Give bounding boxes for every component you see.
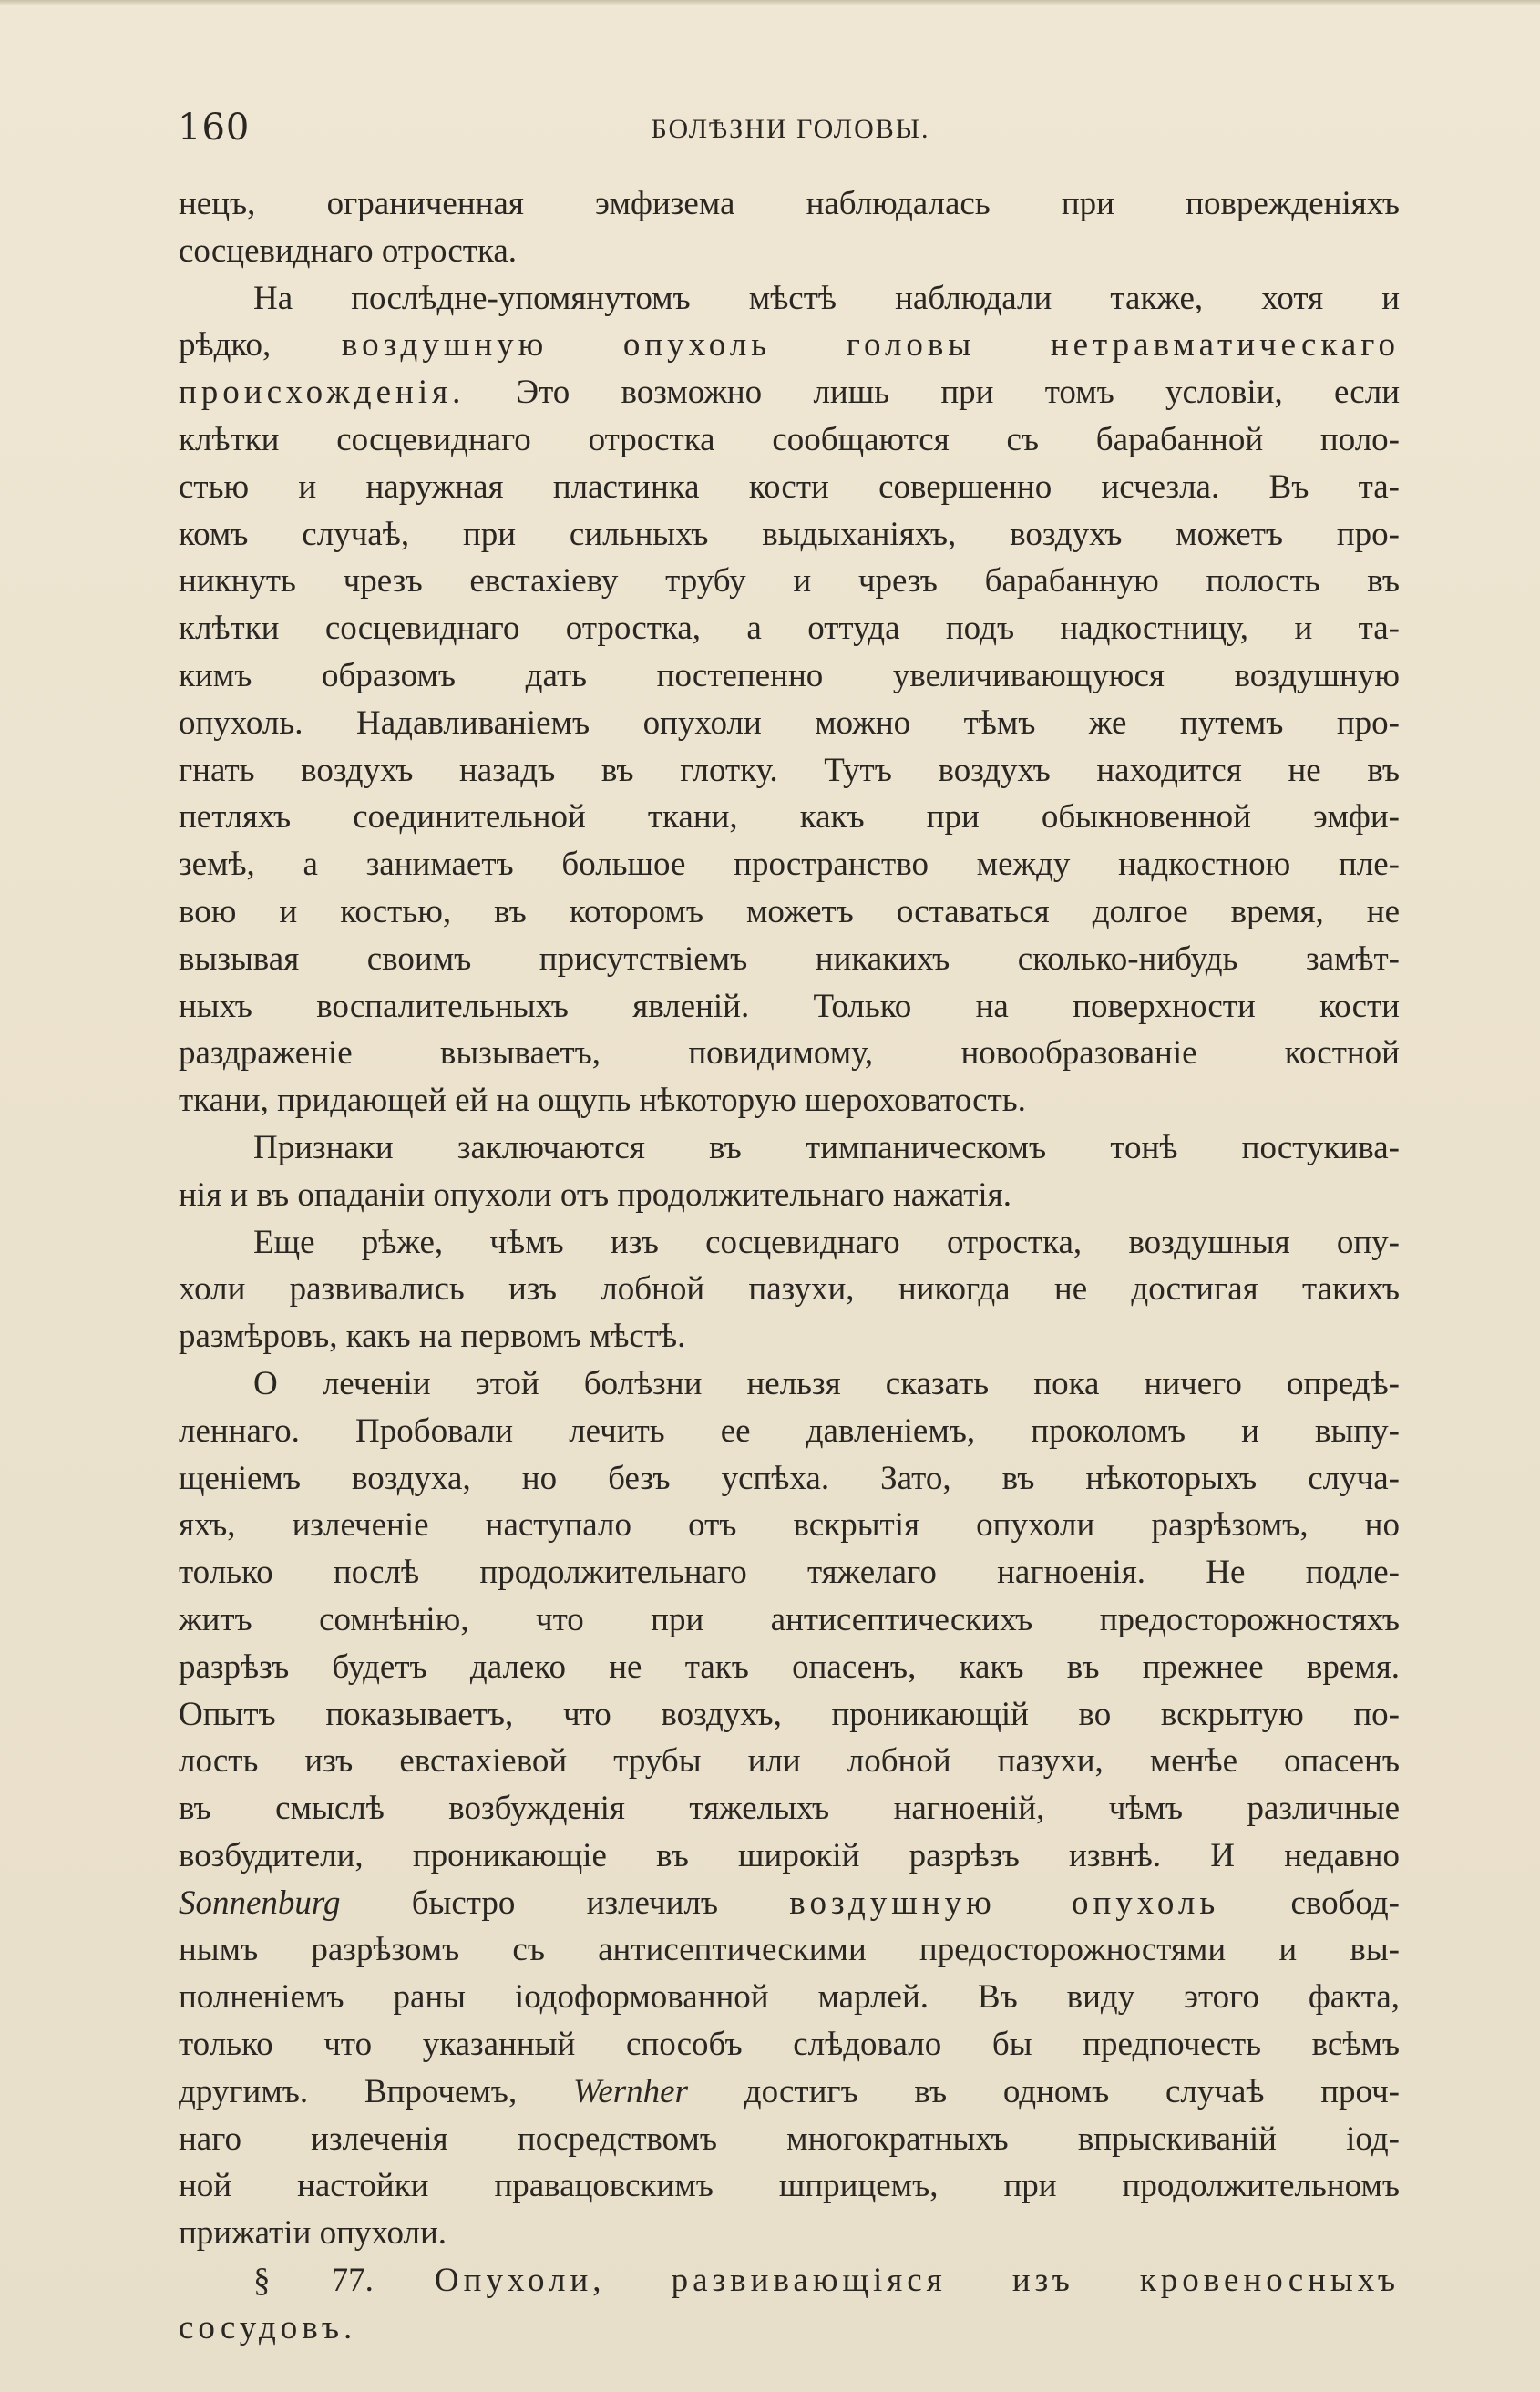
text-line [179, 2257, 1400, 2305]
text-segment: Это возможно лишь при томъ условіи, если [465, 374, 1400, 412]
text-line: О леченіи этой болѣзни нельзя сказать пока ничего опредѣ- [253, 1364, 1400, 1402]
running-title: БОЛѢЗНИ ГОЛОВЫ. [651, 114, 930, 144]
text-line: разрѣзъ будетъ далеко не такъ опасенъ, какъ въ прежнее время. [179, 1648, 1400, 1686]
text-line: сосцевиднаго отростка. [179, 231, 518, 270]
text-line: На послѣдне-упомянутомъ мѣстѣ наблюдали также, хотя и [253, 279, 1400, 317]
text-line [179, 322, 1400, 369]
text-line: наго излеченія посредствомъ многократныхъ впрыскиваній іод- [179, 2120, 1400, 2158]
text-line: яхъ, излеченіе наступало отъ вскрытія опухоли разрѣзомъ, но [179, 1506, 1400, 1545]
text-segment: быстро излечилъ [340, 1884, 790, 1922]
text-line: гнать воздухъ назадъ въ глотку. Тутъ воздухъ находится не въ [179, 751, 1400, 789]
text-line: ной настойки правацовскимъ шприцемъ, при продолжительномъ [179, 2167, 1400, 2205]
text-line: комъ случаѣ, при сильныхъ выдыханіяхъ, воздухъ можетъ про- [179, 515, 1400, 553]
text-line: только послѣ продолжительнаго тяжелаго нагноенія. Не подле- [179, 1554, 1400, 1592]
author-name: Wernher [572, 2072, 689, 2110]
text-segment: достигъ въ одномъ случаѣ проч- [688, 2072, 1400, 2110]
text-line: нецъ, ограниченная эмфизема наблюдалась при поврежденіяхъ [179, 185, 1400, 222]
text-line [179, 369, 1400, 416]
text-line [179, 2069, 1400, 2116]
author-name: Sonnenburg [179, 1884, 341, 1922]
text-line: никнуть чрезъ евстахіеву трубу и чрезъ барабанную полость въ [179, 562, 1400, 601]
text-line [179, 1880, 1400, 1927]
text-line: щеніемъ воздуха, но безъ успѣха. Зато, въ нѣкоторыхъ случа- [179, 1459, 1400, 1497]
spaced-emphasis: воздушную опухоль [789, 1884, 1220, 1922]
text-line: только что указанный способъ слѣдовало бы предпочесть всѣмъ [179, 2026, 1400, 2064]
text-segment: другимъ. Впрочемъ, [179, 2072, 573, 2110]
text-line: ткани, придающей ей на ощупь нѣкоторую шероховатость. [179, 1082, 1026, 1120]
text-line: кимъ образомъ дать постепенно увеличивающуюся воздушную [179, 656, 1400, 694]
text-line: Опытъ показываетъ, что воздухъ, проникающій во вскрытую по- [179, 1695, 1400, 1733]
text-line: нымъ разрѣзомъ съ антисептическими предосторожностями и вы- [179, 1931, 1400, 1969]
text-line: холи развивались изъ лобной пазухи, никогда не достигая такихъ [179, 1270, 1400, 1309]
text-line: лость изъ евстахіевой трубы или лобной пазухи, менѣе опасенъ [179, 1742, 1400, 1781]
text-segment: свобод- [1219, 1884, 1400, 1922]
text-line: въ смыслѣ возбужденія тяжелыхъ нагноеній, чѣмъ различные [179, 1790, 1400, 1828]
page-edge-shadow [0, 0, 1540, 5]
running-header [178, 102, 1403, 157]
text-line: ныхъ воспалительныхъ явленій. Только на поверхности кости [179, 987, 1400, 1025]
text-line: стью и наружная пластинка кости совершенно исчезла. Въ та- [179, 467, 1400, 506]
spaced-emphasis: сосудовъ. [179, 2308, 357, 2346]
text-line: раздраженіе вызываетъ, повидимому, новообразованіе костной [179, 1034, 1400, 1073]
text-line: нія и въ опаданіи опухоли отъ продолжительнаго нажатія. [179, 1175, 1011, 1214]
text-line: клѣтки сосцевиднаго отростка сообщаются съ барабанной поло- [179, 420, 1400, 458]
text-line: Еще рѣже, чѣмъ изъ сосцевиднаго отростка, воздушныя опу- [253, 1223, 1400, 1261]
text-line: опухоль. Надавливаніемъ опухоли можно тѣмъ же путемъ про- [179, 703, 1400, 742]
text-segment: рѣдко, [179, 326, 342, 364]
text-line: размѣровъ, какъ на первомъ мѣстѣ. [179, 1318, 686, 1356]
text-line: житъ сомнѣнію, что при антисептическихъ предосторожностяхъ [179, 1600, 1400, 1638]
spaced-emphasis: воздушную опухоль головы нетравматическаго [341, 326, 1400, 364]
text-line: леннаго. Пробовали лечить ее давленіемъ, проколомъ и выпу- [179, 1412, 1400, 1450]
text-line [179, 2305, 1400, 2352]
spaced-emphasis: происхожденія. [179, 374, 466, 412]
text-line: прижатіи опухоли. [179, 2214, 447, 2253]
text-line: вызывая своимъ присутствіемъ никакихъ сколько-нибудь замѣт- [179, 939, 1400, 978]
text-line: Признаки заключаются въ тимпаническомъ тонѣ постукива- [253, 1128, 1400, 1166]
text-line: вою и костью, въ которомъ можетъ оставаться долгое время, не [179, 892, 1400, 930]
text-line: петляхъ соединительной ткани, какъ при обыкновенной эмфи- [179, 798, 1400, 837]
body-text [179, 180, 1400, 2352]
text-line: земѣ, а занимаетъ большое пространство между надкостною пле- [179, 846, 1400, 884]
text-segment: § 77. [253, 2262, 435, 2300]
spaced-emphasis: Опухоли, развивающіяся изъ кровеносныхъ [434, 2262, 1400, 2300]
page-number: 160 [178, 107, 251, 149]
text-line: полненіемъ раны іодоформованной марлей. Въ виду этого факта, [179, 1978, 1400, 2017]
text-line: клѣтки сосцевиднаго отростка, а оттуда подъ надкостницу, и та- [179, 610, 1400, 648]
text-line: возбудители, проникающіе въ широкій разрѣзъ извнѣ. И недавно [179, 1836, 1400, 1874]
